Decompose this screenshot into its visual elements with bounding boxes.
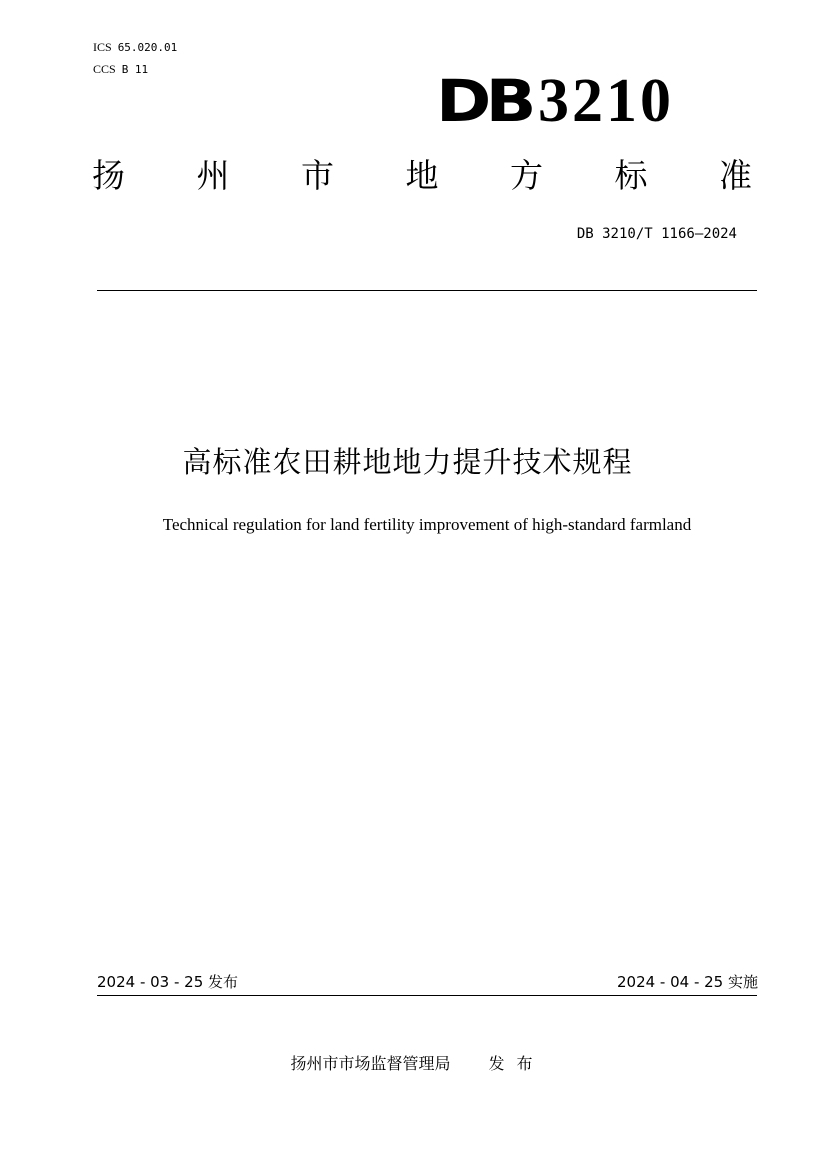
city-standard-title (92, 156, 752, 196)
document-title-zh: 高标准农田耕地地力提升技术规程 (182, 445, 633, 479)
city-title-char: 地 (405, 156, 439, 195)
issue-date: 2024 - 03 - 25 发布 (97, 973, 239, 991)
city-title-char: 方 (510, 156, 543, 195)
city-title-char: 扬 (92, 156, 125, 195)
db-logo (436, 67, 674, 135)
city-title-char: 标 (614, 156, 648, 195)
publisher-name: 扬州市市场监督管理局 (290, 1054, 451, 1073)
city-title-char: 市 (301, 156, 334, 195)
publisher-action: 发布 (488, 1054, 545, 1073)
ccs-line (93, 62, 148, 77)
ics-value: 65.020.01 (117, 41, 178, 54)
city-title-char: 准 (719, 156, 752, 195)
implementation-date: 2024 - 04 - 25 实施 (616, 973, 758, 991)
db-logo-letters: DB (436, 67, 531, 135)
publisher-line (0, 1053, 815, 1075)
ccs-value: B 11 (121, 63, 149, 76)
ccs-label: CCS (93, 62, 116, 76)
standard-number: DB 3210/T 1166—2024 (576, 226, 737, 242)
header-divider (97, 290, 757, 291)
ics-line (93, 40, 177, 55)
ics-label: ICS (93, 40, 112, 54)
document-title-en: Technical regulation for land fertility improvement of high-standard farmland (162, 515, 692, 534)
footer-divider (97, 995, 757, 996)
db-logo-number: 3210 (538, 67, 674, 135)
city-title-char: 州 (196, 156, 230, 195)
